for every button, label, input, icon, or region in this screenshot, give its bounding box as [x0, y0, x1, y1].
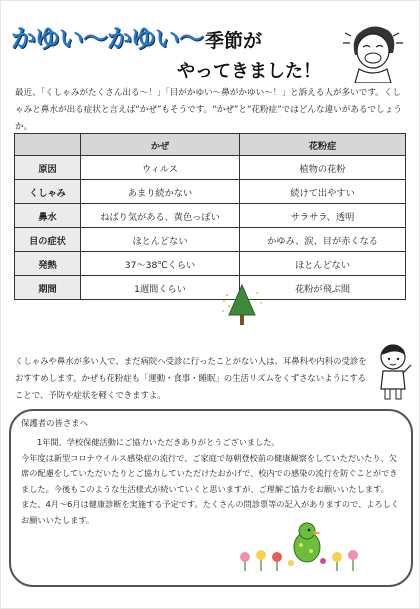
row-label-fever: 発熱 [15, 252, 81, 276]
cell-hay-duration: 花粉が飛ぶ間 [240, 276, 406, 300]
title-itchy: かゆい〜かゆい〜 [11, 24, 204, 53]
guardian-paragraph: 1年間、学校保健活動にご協力いただきありがとうございました。 [37, 437, 280, 447]
cold-vs-hayfever-table [14, 133, 406, 300]
cell-hay-sneeze: 続けて出やすい [240, 180, 406, 204]
header-cold: かぜ [81, 134, 240, 156]
row-label-runny-nose: 鼻水 [15, 204, 81, 228]
table-row [15, 180, 406, 204]
row-label-cause: 原因 [15, 156, 81, 180]
flowers-bird-illustration [237, 519, 367, 571]
guardian-heading: 保護者の皆さまへ [21, 418, 88, 428]
table-row [15, 228, 406, 252]
cell-hay-eye: かゆみ、涙、目が赤くなる [240, 228, 406, 252]
guardian-paragraph: 今年度は新型コロナウイルス感染症の流行で、ご家庭で毎朝登校前の健康観察をしていただいたり、欠席の配慮をしていただいたりとご協力していただけたおかげで、校内での感染の流行を防ぐことができました。今後もこのような生活様式が続いていくと思いますが、ご理解ご協力をお願いいたします。 [21, 452, 398, 494]
row-label-eye: 目の症状 [15, 228, 81, 252]
header-hayfever: 花粉症 [240, 134, 406, 156]
header-blank [15, 134, 81, 156]
cell-cold-duration: 1週間くらい [81, 276, 240, 300]
cell-cold-cause: ウィルス [81, 156, 240, 180]
tree-illustration [219, 281, 265, 329]
cell-hay-fever: ほとんどない [240, 252, 406, 276]
table-header-row [15, 134, 406, 156]
table-row [15, 204, 406, 228]
cell-cold-eye: ほとんどない [81, 228, 240, 252]
guardian-paragraph: また、4月〜6月は健康診断を実施する予定です。たくさんの問診票等の記入がありますので、よろしくお願いいたします。 [21, 499, 400, 525]
cell-cold-sneeze: あまり続かない [81, 180, 240, 204]
row-label-sneeze: くしゃみ [15, 180, 81, 204]
intro-text: 最近、「くしゃみがたくさん出る〜！」「目がかゆい〜鼻がかゆい〜！」と訴える人が多いです。くしゃみと鼻水が出る症状と言えば“かぜ”もそうです。“かぜ”と“花粉症”ではどんな違いがあるでしょうか。 [15, 88, 402, 132]
table-row [15, 252, 406, 276]
row-label-duration: 期間 [15, 276, 81, 300]
title-line-1 [11, 19, 311, 53]
advice-text: くしゃみや鼻水が多い人で、まだ病院へ受診に行ったことがない人は、耳鼻科や内科の受診をおすすめします。かぜも花粉症も「運動・食事・睡眠」の生活リズムをくずさないようにすることで、予防や症状を軽くできますよ。 [15, 356, 367, 400]
boy-illustration [373, 341, 413, 401]
cell-cold-runny-nose: ねばり気がある、黄色っぽい [81, 204, 240, 228]
title-season: 季節が [205, 30, 263, 52]
table-row [15, 156, 406, 180]
table-row [15, 276, 406, 300]
guardian-body [21, 435, 405, 529]
title-line-2: やってきました！ [177, 61, 321, 82]
cell-hay-runny-nose: サラサラ、透明 [240, 204, 406, 228]
cell-hay-cause: 植物の花粉 [240, 156, 406, 180]
cell-cold-fever: 37〜38℃くらい [81, 252, 240, 276]
sneezing-person-illustration [337, 11, 409, 83]
